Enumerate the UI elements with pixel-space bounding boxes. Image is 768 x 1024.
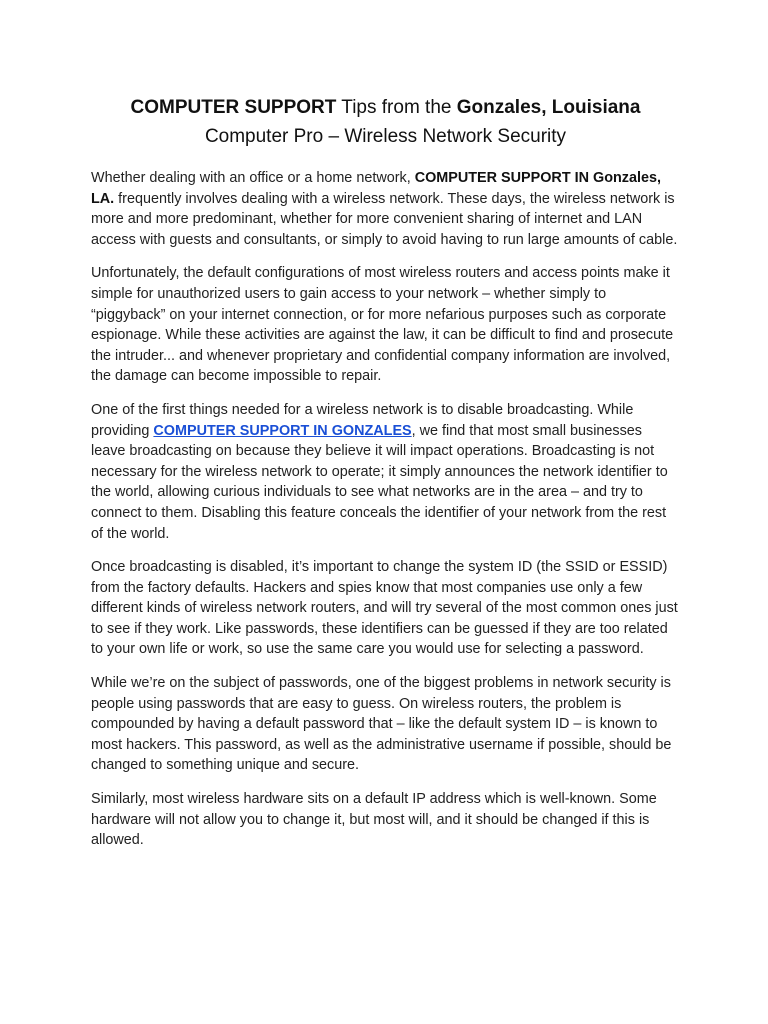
paragraph-3 <box>91 400 680 544</box>
paragraph-2: Unfortunately, the default configurations of most wireless routers and access points make it simple for unauthorized users to gain access to your network – whether simply to “piggyback” on your internet connection, or for more nefarious purposes such as corporate espionage. While these activities are against the law, it can be difficult to find and prosecute the intruder... and whenever proprietary and confidential company information are involved, the damage can become impossible to repair. <box>91 265 674 385</box>
paragraph-6: Similarly, most wireless hardware sits on a default IP address which is well-known. Some hardware will not allow you to change it, but most will, and it should be changed if this is allowed. <box>91 791 657 849</box>
paragraph-5: While we’re on the subject of passwords, one of the biggest problems in network security is people using passwords that are easy to guess. On wireless routers, the problem is compounded by having a default password that – like the default system ID – is known to most hackers. This password, as well as the administrative username if possible, should be changed to something unique and secure. <box>91 675 672 774</box>
title-plain-text: Tips from the <box>336 97 457 118</box>
paragraph-3-text-a: One of the first things needed for a wireless network is to disable broadcasting. While providing <box>91 401 634 439</box>
computer-support-link[interactable]: COMPUTER SUPPORT IN GONZALES <box>153 422 412 439</box>
title-bold-computer-support: COMPUTER SUPPORT <box>130 97 337 118</box>
paragraph-1-text-a: Whether dealing with an office or a home network, <box>91 170 415 186</box>
title-bold-location: Gonzales, Louisiana <box>456 97 641 118</box>
paragraph-1-text-b: frequently involves dealing with a wireless network. These days, the wireless network is more and more predominant, whether for more convenient sharing of internet and LAN access with guests and consultants, or simply to avoid having to run large amounts of cable. <box>91 190 678 248</box>
title-subtitle: Computer Pro – Wireless Network Security <box>204 126 567 147</box>
document-title <box>91 93 680 151</box>
paragraph-3-text-b: , we find that most small businesses leave broadcasting on because they believe it will impact operations. Broadcasting is not necessary for the wireless network to operate; it simply announces the network identifier to the world, allowing curious individuals to see what networks are in the area – and try to connect to them. Disabling this feature conceals the identifier of your network from the rest of the world. <box>91 422 668 542</box>
paragraph-1-bold: COMPUTER SUPPORT IN Gonzales, LA. <box>91 170 661 207</box>
paragraph-4: Once broadcasting is disabled, it’s important to change the system ID (the SSID or ESSID) from the factory defaults. Hackers and spies know that most companies use only a few different kinds of wireless network routers, and will try several of the most common ones just to see if they work. Like passwords, these identifiers can be guessed if they are too related to your own life or work, so use the same care you would use for selecting a password. <box>91 559 678 658</box>
paragraph-1 <box>91 168 680 250</box>
